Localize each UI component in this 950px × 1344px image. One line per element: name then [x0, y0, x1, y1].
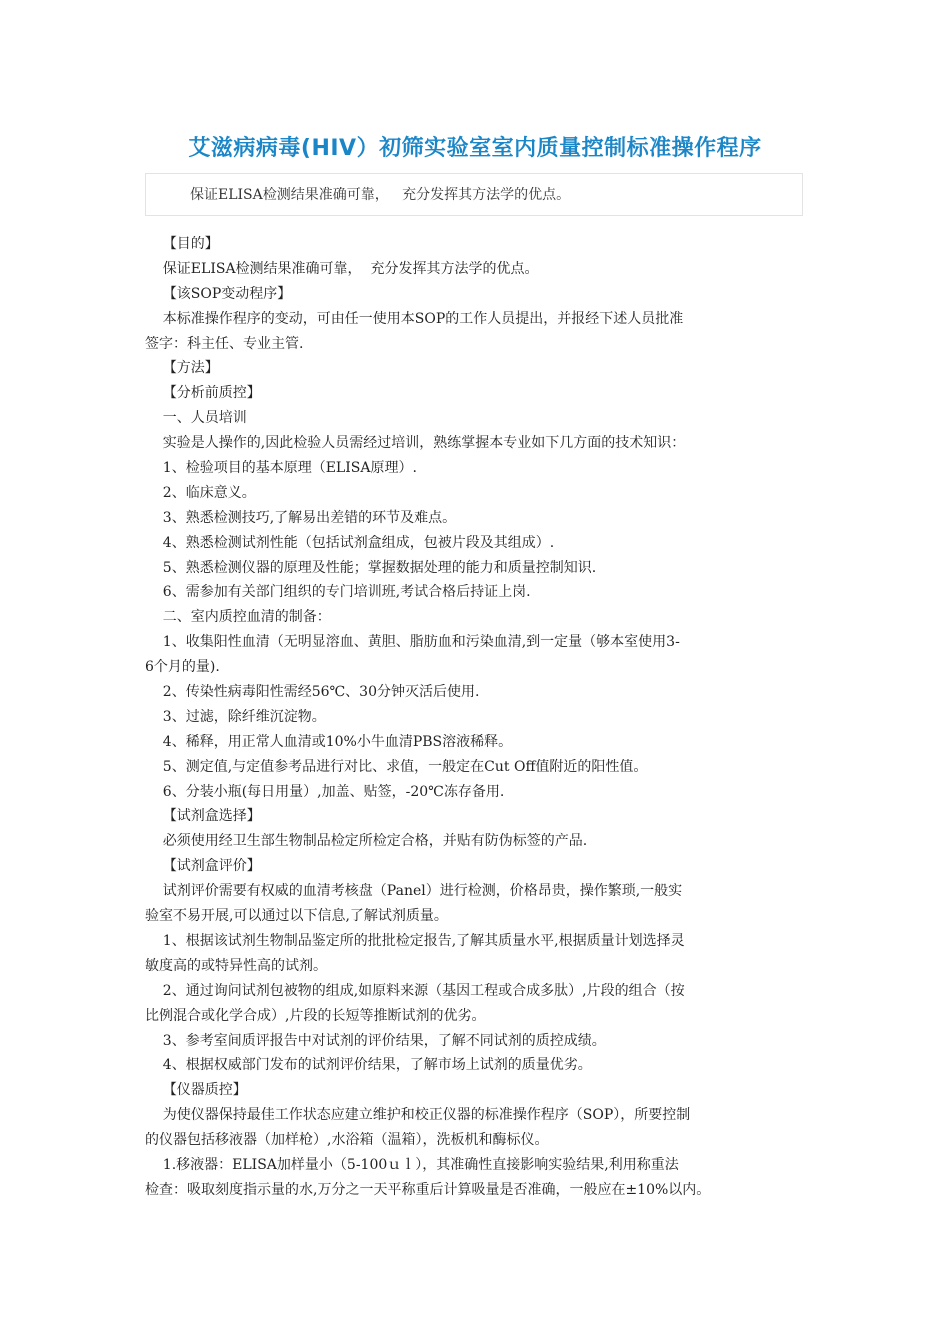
text-line: 保证ELISA检测结果准确可靠， 充分发挥其方法学的优点。 — [145, 260, 539, 277]
text-line: 验室不易开展,可以通过以下信息,了解试剂质量。 — [145, 908, 448, 925]
text-line: 3、熟悉检测技巧,了解易出差错的环节及难点。 — [145, 509, 457, 526]
text-line: 【仪器质控】 — [145, 1082, 247, 1099]
text-line: 3、过滤，除纤维沉淀物。 — [145, 708, 326, 725]
text-line: 【方法】 — [145, 360, 219, 377]
text-line: 【分析前质控】 — [145, 385, 261, 402]
text-line: 2、传染性病毒阳性需经56℃、30分钟灭活后使用. — [145, 684, 480, 701]
text-line: 4、根据权威部门发布的试剂评价结果，了解市场上试剂的质量优劣。 — [145, 1057, 592, 1074]
document-title: 艾滋病病毒(HIV）初筛实验室室内质量控制标准操作程序 — [188, 136, 762, 161]
text-line: 6、需参加有关部门组织的专门培训班,考试合格后持证上岗. — [145, 584, 531, 601]
text-line: 1、根据该试剂生物制品鉴定所的批批检定报告,了解其质量水平,根据质量计划选择灵 — [145, 932, 685, 949]
text-line: 5、熟悉检测仪器的原理及性能；掌握数据处理的能力和质量控制知识. — [145, 559, 597, 576]
summary-box — [145, 173, 803, 216]
text-line: 2、通过询问试剂包被物的组成,如原料来源（基因工程或合成多肽）,片段的组合（按 — [145, 982, 685, 999]
text-line: 1、收集阳性血清（无明显溶血、黄胆、脂肪血和污染血清,到一定量（够本室使用3- — [145, 634, 680, 651]
text-line: 试剂评价需要有权威的血清考核盘（Panel）进行检测，价格昂贵，操作繁琐,一般实 — [145, 883, 683, 900]
text-line: 敏度高的或特异性高的试剂。 — [145, 957, 327, 974]
text-line: 一、人员培训 — [145, 410, 247, 427]
text-line: 必须使用经卫生部生物制品检定所检定合格，并贴有防伪标签的产品. — [145, 833, 588, 850]
text-line: 4、熟悉检测试剂性能（包括试剂盒组成，包被片段及其组成）. — [145, 534, 555, 551]
text-line: 5、测定值,与定值参考品进行对比、求值，一般定在Cut Off值附近的阳性值。 — [145, 758, 648, 775]
text-line: 【试剂盒选择】 — [145, 808, 261, 825]
text-line: 【目的】 — [145, 236, 219, 252]
text-line: 实验是人操作的,因此检验人员需经过培训，熟练掌握本专业如下几方面的技术知识： — [145, 435, 686, 452]
text-line: 二、室内质控血清的制备： — [145, 609, 331, 626]
text-line: 4、稀释，用正常人血清或10%小牛血清PBS溶液稀释。 — [145, 733, 513, 750]
summary-text: 保证ELISA检测结果准确可靠， 充分发挥其方法学的优点。 — [190, 187, 571, 203]
text-line: 的仪器包括移液器（加样枪）,水浴箱（温箱），洗板机和酶标仪。 — [145, 1132, 549, 1149]
text-line: 【试剂盒评价】 — [145, 858, 261, 875]
text-line: 3、参考室间质评报告中对试剂的评价结果，了解不同试剂的质控成绩。 — [145, 1032, 606, 1049]
text-line: 2、临床意义。 — [145, 484, 256, 501]
text-line: 1、检验项目的基本原理（ELISA原理）. — [145, 460, 417, 477]
text-line: 1.移液器：ELISA加样量小（5-100ｕｌ），其准确性直接影响实验结果,利用称重法 — [145, 1156, 679, 1173]
text-line: 检查：吸取刻度指示量的水,万分之一天平称重后计算吸量是否准确，一般应在±10%以内。 — [145, 1181, 711, 1198]
text-line: 6、分装小瓶(每日用量）,加盖、贴签，-20℃冻存备用. — [145, 783, 505, 800]
text-line: 为使仪器保持最佳工作状态应建立维护和校正仪器的标准操作程序（SOP），所要控制 — [145, 1107, 691, 1124]
text-line: 6个月的量). — [145, 659, 220, 676]
text-line: 比例混合或化学合成）,片段的长短等推断试剂的优劣。 — [145, 1007, 486, 1024]
text-line: 本标准操作程序的变动，可由任一使用本SOP的工作人员提出，并报经下述人员批准 — [145, 310, 684, 327]
text-line: 【该SOP变动程序】 — [145, 285, 292, 302]
text-line: 签字：科主任、专业主管. — [145, 335, 304, 352]
document-body — [145, 232, 805, 1203]
